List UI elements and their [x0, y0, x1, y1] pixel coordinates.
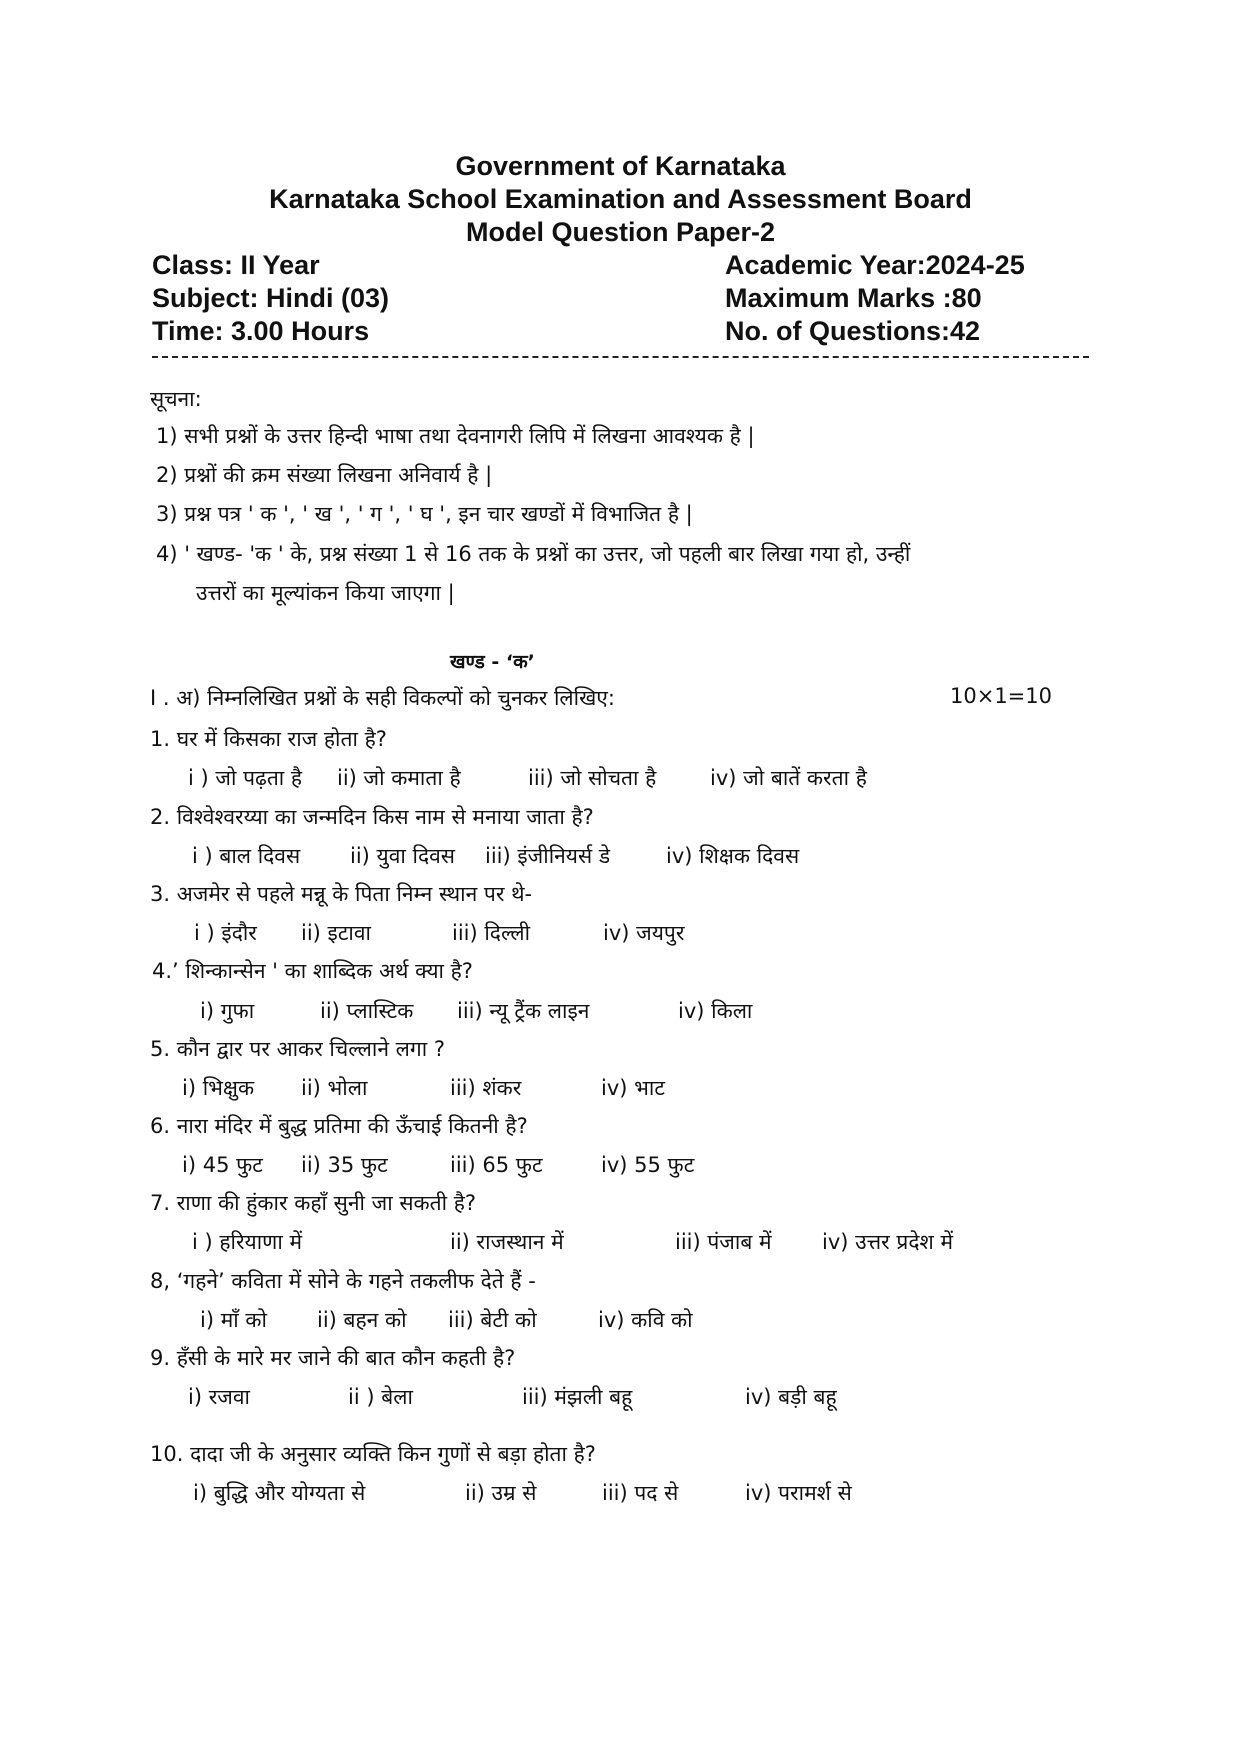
question-option: ii) बहन को [317, 1308, 407, 1332]
question-option: iii) शंकर [450, 1076, 522, 1100]
academic-year-label: Academic Year:2024-25 [725, 250, 1025, 280]
max-marks-label: Maximum Marks :80 [725, 283, 982, 313]
question-option: i ) बाल दिवस [192, 844, 301, 868]
question-option: iv) किला [678, 999, 753, 1023]
question-text: 4.’ शिन्कान्सेन ' का शाब्दिक अर्थ क्या है? [152, 959, 473, 983]
question-option: i ) जो पढ़ता है [188, 766, 303, 790]
question-option: i) माँ को [200, 1308, 267, 1332]
question-option: iii) न्यू ट्रैंक लाइन [457, 999, 590, 1023]
question-option: i) गुफा [200, 999, 255, 1023]
question-option: iii) बेटी को [448, 1308, 537, 1332]
subject-label: Subject: Hindi (03) [152, 283, 390, 313]
question-option: iii) मंझली बहू [522, 1385, 633, 1409]
question-option: iv) जो बातें करता है [710, 766, 867, 790]
question-option: iii) दिल्ली [452, 921, 531, 945]
question-option: iv) बड़ी बहू [745, 1385, 837, 1409]
question-option: iv) उत्तर प्रदेश में [822, 1230, 954, 1254]
time-label: Time: 3.00 Hours [152, 316, 370, 346]
question-option: ii) राजस्थान में [450, 1230, 564, 1254]
question-option: iii) पद से [602, 1481, 679, 1505]
question-option: i ) इंदौर [194, 921, 257, 945]
question-text: 3. अजमेर से पहले मन्नू के पिता निम्न स्थान पर थे- [150, 882, 533, 906]
instruction-item: 1) सभी प्रश्नों के उत्तर हिन्दी भाषा तथा देवनागरी लिपि में लिखना आवश्यक है | [156, 424, 755, 448]
paper-header [0, 150, 1241, 249]
num-questions-label: No. of Questions:42 [725, 316, 981, 346]
section-marks: 10×1=10 [950, 684, 1052, 708]
question-option: iii) 65 फुट [450, 1153, 543, 1177]
question-option: ii) युवा दिवस [350, 844, 455, 868]
instruction-item: उत्तरों का मूल्यांकन किया जाएगा | [196, 581, 455, 605]
question-option: iv) जयपुर [603, 921, 685, 945]
question-text: 10. दादा जी के अनुसार व्यक्ति किन गुणों से बड़ा होता है? [150, 1442, 596, 1466]
question-option: i) भिक्षुक [182, 1076, 255, 1100]
question-option: ii) इटावा [301, 921, 371, 945]
question-option: ii) प्लास्टिक [320, 999, 414, 1023]
question-option: iv) 55 फुट [601, 1153, 695, 1177]
question-option: ii ) बेला [348, 1385, 413, 1409]
section-heading [150, 684, 1050, 712]
board-title: Karnataka School Examination and Assessment Board [269, 184, 972, 214]
question-option: ii) 35 फुट [301, 1153, 388, 1177]
question-option: i) 45 फुट [182, 1153, 263, 1177]
question-option: i) बुद्धि और योग्यता से [193, 1481, 366, 1505]
question-text: 1. घर में किसका राज होता है? [150, 727, 387, 751]
question-option: ii) जो कमाता है [337, 766, 461, 790]
instruction-item: 4) ' खण्ड- 'क ' के, प्रश्न संख्या 1 से 16 तक के प्रश्नों का उत्तर, जो पहली बार लिखा गया हो, उन्हीं [156, 542, 911, 566]
question-option: iv) भाट [601, 1076, 665, 1100]
instruction-item: 2) प्रश्नों की क्रम संख्या लिखना अनिवार्य है | [156, 463, 493, 487]
class-label: Class: II Year [152, 250, 320, 280]
dashed-divider [152, 356, 1089, 358]
question-option: iii) जो सोचता है [528, 766, 657, 790]
question-option: ii) भोला [301, 1076, 368, 1100]
question-text: 5. कौन द्वार पर आकर चिल्लाने लगा ? [150, 1037, 446, 1061]
question-text: 7. राणा की हुंकार कहाँ सुनी जा सकती है? [150, 1191, 477, 1215]
question-option: iii) पंजाब में [675, 1230, 772, 1254]
question-option: i ) हरियाणा में [192, 1230, 303, 1254]
section-title: खण्ड - ‘क’ [450, 651, 535, 673]
instructions-title: सूचना: [150, 387, 202, 411]
question-option: i) रजवा [188, 1385, 250, 1409]
question-text: 6. नारा मंदिर में बुद्ध प्रतिमा की ऊँचाई कितनी है? [150, 1114, 528, 1138]
question-option: ii) उम्र से [465, 1481, 537, 1505]
instruction-item: 3) प्रश्न पत्र ' क ', ' ख ', ' ग ', ' घ ', इन चार खण्डों में विभाजित है | [156, 502, 693, 526]
question-text: 8, ‘गहने’ कविता में सोने के गहने तकलीफ देते हैं - [150, 1269, 536, 1293]
paper-title: Model Question Paper-2 [465, 217, 776, 247]
question-option: iv) परामर्श से [745, 1481, 852, 1505]
government-title: Government of Karnataka [455, 151, 786, 181]
section-heading-text: I . अ) निम्नलिखित प्रश्नों के सही विकल्पों को चुनकर लिखिए: [150, 686, 615, 710]
question-text: 9. हँसी के मारे मर जाने की बात कौन कहती है? [150, 1346, 516, 1370]
question-option: iv) कवि को [598, 1308, 693, 1332]
question-option: iv) शिक्षक दिवस [666, 844, 800, 868]
question-option: iii) इंजीनियर्स डे [485, 844, 611, 868]
question-text: 2. विश्वेश्वरय्या का जन्मदिन किस नाम से मनाया जाता है? [150, 805, 594, 829]
paper-meta [152, 249, 1092, 348]
